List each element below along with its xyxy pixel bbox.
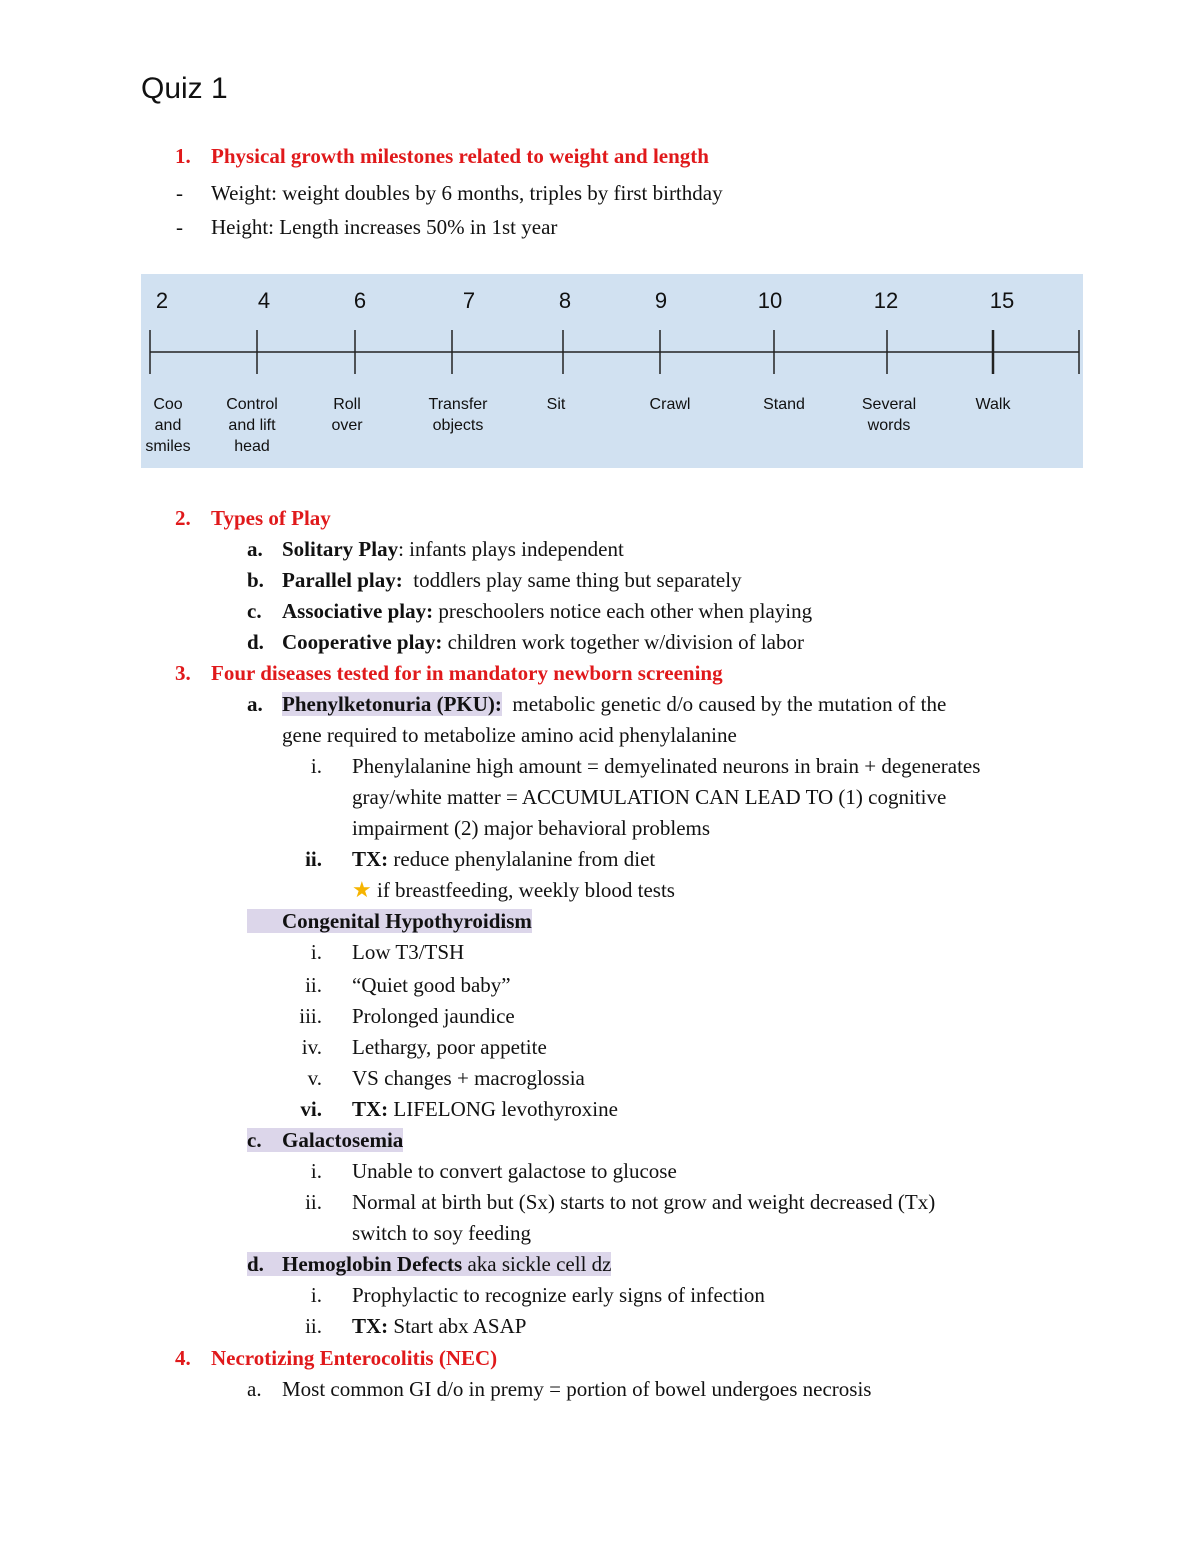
list-marker: c. <box>247 1128 262 1152</box>
play-item-associative <box>282 599 812 623</box>
play-term: Cooperative play: <box>282 630 443 654</box>
play-item-parallel <box>282 568 742 592</box>
milestone-label: Walk <box>975 396 1011 413</box>
weight-bullet: Weight: weight doubles by 6 months, triples by first birthday <box>211 181 723 205</box>
pku-detail-line: impairment (2) major behavioral problems <box>352 816 711 840</box>
list-marker: vi. <box>300 1097 322 1121</box>
list-marker: ii. <box>305 973 322 997</box>
pku-tx <box>352 847 655 871</box>
galac-heading <box>247 1128 403 1152</box>
list-marker: i. <box>310 754 322 778</box>
galac-term: Galactosemia <box>282 1128 404 1152</box>
height-bullet: Height: Length increases 50% in 1st year <box>211 215 558 239</box>
milestone-label: Sit <box>546 396 566 413</box>
pku-detail-line: gray/white matter = ACCUMULATION CAN LEAD TO (1) cognitive <box>352 785 947 809</box>
play-desc: children work together w/division of labor <box>442 630 804 654</box>
timeline-month: 8 <box>558 288 572 313</box>
list-marker: a. <box>247 537 263 561</box>
list-marker: iii. <box>299 1004 322 1028</box>
bullet-marker: - <box>176 215 183 239</box>
timeline-month: 6 <box>353 288 367 313</box>
play-term: Solitary Play <box>282 537 399 561</box>
hypo-term: Congenital Hypothyroidism <box>247 909 532 933</box>
tx-label: TX: <box>352 1314 389 1338</box>
timeline-month: 9 <box>654 288 668 313</box>
bullet-marker: - <box>176 181 183 205</box>
timeline-month: 12 <box>873 288 899 313</box>
section-2-number: 2. <box>175 506 191 530</box>
list-marker: d. <box>247 630 264 654</box>
play-desc: preschoolers notice each other when playing <box>433 599 813 623</box>
pku-desc: metabolic genetic d/o caused by the mutation of the <box>501 692 947 716</box>
tx-label: TX: <box>352 1097 389 1121</box>
hemo-tx <box>352 1314 526 1338</box>
list-marker: d. <box>247 1252 264 1276</box>
page-title: Quiz 1 <box>141 72 228 105</box>
list-marker: a. <box>247 1377 262 1401</box>
galac-item: Normal at birth but (Sx) starts to not grow and weight decreased (Tx) <box>352 1190 936 1214</box>
play-desc: : infants plays independent <box>398 537 624 561</box>
milestone-label: Transfer objects <box>428 396 488 434</box>
list-marker: ii. <box>305 847 322 871</box>
milestone-timeline <box>141 274 1083 468</box>
play-desc: toddlers play same thing but separately <box>402 568 742 592</box>
star-icon: ★ <box>352 877 372 902</box>
galac-highlight <box>247 1128 403 1152</box>
milestone-label: Control and lift head <box>226 396 278 455</box>
list-marker: i. <box>310 1283 322 1307</box>
section-3-number: 3. <box>175 661 191 685</box>
milestone-label: Roll over <box>331 396 363 434</box>
star-note-text: if breastfeeding, weekly blood tests <box>371 878 675 902</box>
hemo-item: Prophylactic to recognize early signs of infection <box>352 1283 765 1307</box>
milestone-label: Stand <box>763 396 805 413</box>
milestone-label: Crawl <box>649 396 691 413</box>
hypo-item: Low T3/TSH <box>352 940 465 964</box>
pku-term: Phenylketonuria (PKU): <box>282 692 502 716</box>
hemo-highlight <box>247 1252 611 1276</box>
hypo-item: Lethargy, poor appetite <box>352 1035 547 1059</box>
list-marker: ii. <box>305 1314 322 1338</box>
section-2-heading: Types of Play <box>211 506 331 530</box>
timeline-month: 4 <box>257 288 271 313</box>
section-3-heading: Four diseases tested for in mandatory newborn screening <box>211 661 723 685</box>
timeline-axis <box>141 274 1083 468</box>
section-1-number: 1. <box>175 144 191 168</box>
play-term: Associative play: <box>282 599 434 623</box>
list-marker: ii. <box>305 1190 322 1214</box>
tx-text: LIFELONG levothyroxine <box>388 1097 618 1121</box>
hemo-term: Hemoglobin Defects <box>282 1252 463 1276</box>
milestone-label: Several words <box>861 396 917 434</box>
timeline-month: 2 <box>155 288 169 313</box>
hypo-heading <box>247 909 532 933</box>
nec-item: Most common GI d/o in premy = portion of bowel undergoes necrosis <box>282 1377 872 1401</box>
hemo-desc: aka sickle cell dz <box>462 1252 612 1276</box>
hypo-tx <box>352 1097 618 1121</box>
tx-text: Start abx ASAP <box>388 1314 527 1338</box>
list-marker: b. <box>247 568 264 592</box>
timeline-month: 10 <box>757 288 783 313</box>
play-item-cooperative <box>282 630 804 654</box>
tx-label: TX: <box>352 847 389 871</box>
list-marker: i. <box>310 940 322 964</box>
section-4-number: 4. <box>175 1346 191 1370</box>
hypo-item: “Quiet good baby” <box>352 973 511 997</box>
play-item-solitary <box>282 537 624 561</box>
section-1-heading: Physical growth milestones related to weight and length <box>211 144 709 168</box>
pku-item <box>282 692 946 716</box>
hypo-item: Prolonged jaundice <box>352 1004 515 1028</box>
list-marker: a. <box>247 692 263 716</box>
pku-desc-cont: gene required to metabolize amino acid phenylalanine <box>282 723 737 747</box>
hemo-heading <box>247 1252 611 1276</box>
list-marker: iv. <box>301 1035 322 1059</box>
hypo-item: VS changes + macroglossia <box>352 1066 585 1090</box>
section-4-heading: Necrotizing Enterocolitis (NEC) <box>211 1346 498 1370</box>
galac-item-cont: switch to soy feeding <box>352 1221 532 1245</box>
timeline-month: 15 <box>989 288 1015 313</box>
galac-item: Unable to convert galactose to glucose <box>352 1159 677 1183</box>
list-marker: c. <box>247 599 262 623</box>
timeline-month: 7 <box>462 288 476 313</box>
list-marker: i. <box>310 1159 322 1183</box>
list-marker: v. <box>307 1066 322 1090</box>
tx-text: reduce phenylalanine from diet <box>388 847 656 871</box>
play-term: Parallel play: <box>282 568 403 592</box>
pku-detail-line: Phenylalanine high amount = demyelinated neurons in brain + degenerates <box>352 754 981 778</box>
milestone-label: Coo and smiles <box>145 396 191 455</box>
pku-star-note <box>352 878 675 902</box>
